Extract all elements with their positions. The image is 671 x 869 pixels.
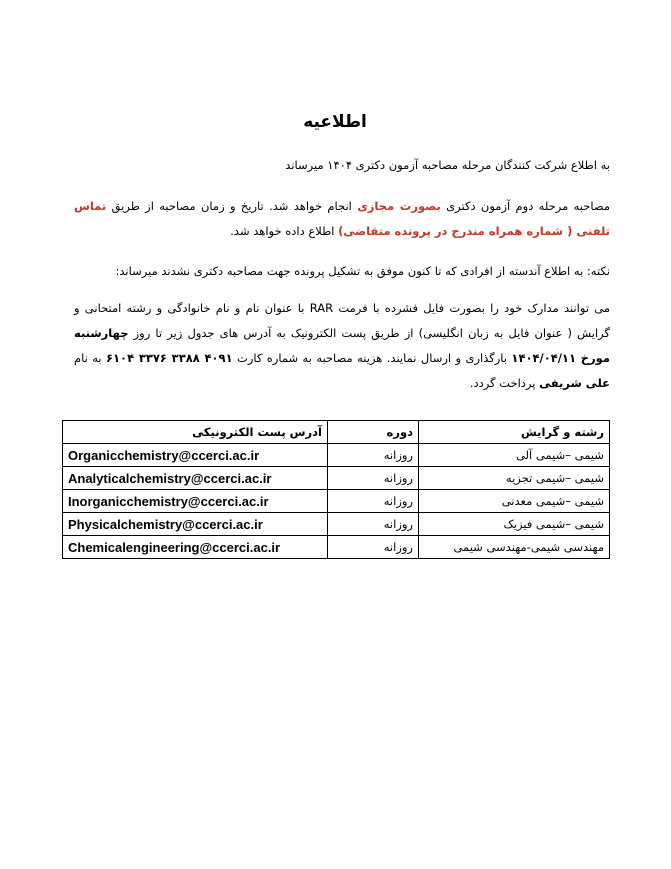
intro-paragraph: به اطلاع شرکت کنندگان مرحله مصاحبه آزمون دکتری ۱۴۰۴ میرساند (285, 158, 610, 172)
p4-text-e: به نام (74, 351, 107, 365)
period-cell: روزانه (328, 444, 419, 467)
p2-text-a: مصاحبه مرحله دوم آزمون دکتری (440, 199, 610, 213)
p4-text-g: پرداخت گردد. (469, 376, 540, 390)
period-cell: روزانه (328, 467, 419, 490)
p4-text-a: می توانند مدارک خود را بصورت فایل فشرده با فرمت RAR با عنوان نام و نام خانوادگی و رشته امتحانی و گرایش ( عنوان فایل به زبان انگلیسی) از طریق پست الکترونیک به آدرس های جدول زیر تا روز (74, 301, 610, 340)
table-row (63, 467, 610, 490)
table-row (63, 513, 610, 536)
deadline-date: چهارشنبه مورخ ۱۴۰۴/۰۴/۱۱ (74, 326, 610, 365)
table-row (63, 490, 610, 513)
table-row (63, 536, 610, 559)
header-field: رشته و گرایش (419, 421, 610, 444)
email-link[interactable]: Analyticalchemistry@ccerci.ac.ir (63, 467, 328, 490)
email-link[interactable]: Chemicalengineering@ccerci.ac.ir (63, 536, 328, 559)
note-paragraph: نکته: به اطلاع آندسته از افرادی که تا کنون موفق به تشکیل پرونده جهت مصاحبه دکتری نشدند میرساند: (115, 264, 610, 278)
virtual-highlight: بصورت مجازی (357, 199, 441, 213)
email-table (62, 420, 610, 559)
period-cell: روزانه (328, 536, 419, 559)
field-cell: شیمی –شیمی معدنی (419, 490, 610, 513)
email-link[interactable]: Organicchemistry@ccerci.ac.ir (63, 444, 328, 467)
p2-text-c: انجام خواهد شد. تاریخ و زمان مصاحبه از طریق (106, 199, 358, 213)
card-number: ۶۱۰۴ ۳۳۷۶ ۳۳۸۸ ۴۰۹۱ (106, 351, 233, 365)
p2-text-e: اطلاع داده خواهد شد. (230, 224, 339, 238)
phone-contact-highlight: تماس تلفنی ( شماره همراه مندرج در پرونده متقاضی) (74, 199, 610, 238)
header-period: دوره (328, 421, 419, 444)
table-row (63, 444, 610, 467)
table-header-row (63, 421, 610, 444)
email-link[interactable]: Inorganicchemistry@ccerci.ac.ir (63, 490, 328, 513)
p4-text-c: بارگذاری و ارسال نمایند. هزینه مصاحبه به شماره کارت (232, 351, 512, 365)
header-email: آدرس پست الکترونیکی (63, 421, 328, 444)
field-cell: مهندسی شیمی-مهندسی شیمی (419, 536, 610, 559)
payee-name: علی شریفی (539, 376, 610, 390)
period-cell: روزانه (328, 490, 419, 513)
period-cell: روزانه (328, 513, 419, 536)
field-cell: شیمی –شیمی آلی (419, 444, 610, 467)
submission-paragraph (74, 296, 610, 396)
interview-method-paragraph (74, 194, 610, 244)
email-link[interactable]: Physicalchemistry@ccerci.ac.ir (63, 513, 328, 536)
field-cell: شیمی –شیمی تجزیه (419, 467, 610, 490)
page-title: اطلاعیه (303, 112, 367, 132)
field-cell: شیمی –شیمی فیزیک (419, 513, 610, 536)
